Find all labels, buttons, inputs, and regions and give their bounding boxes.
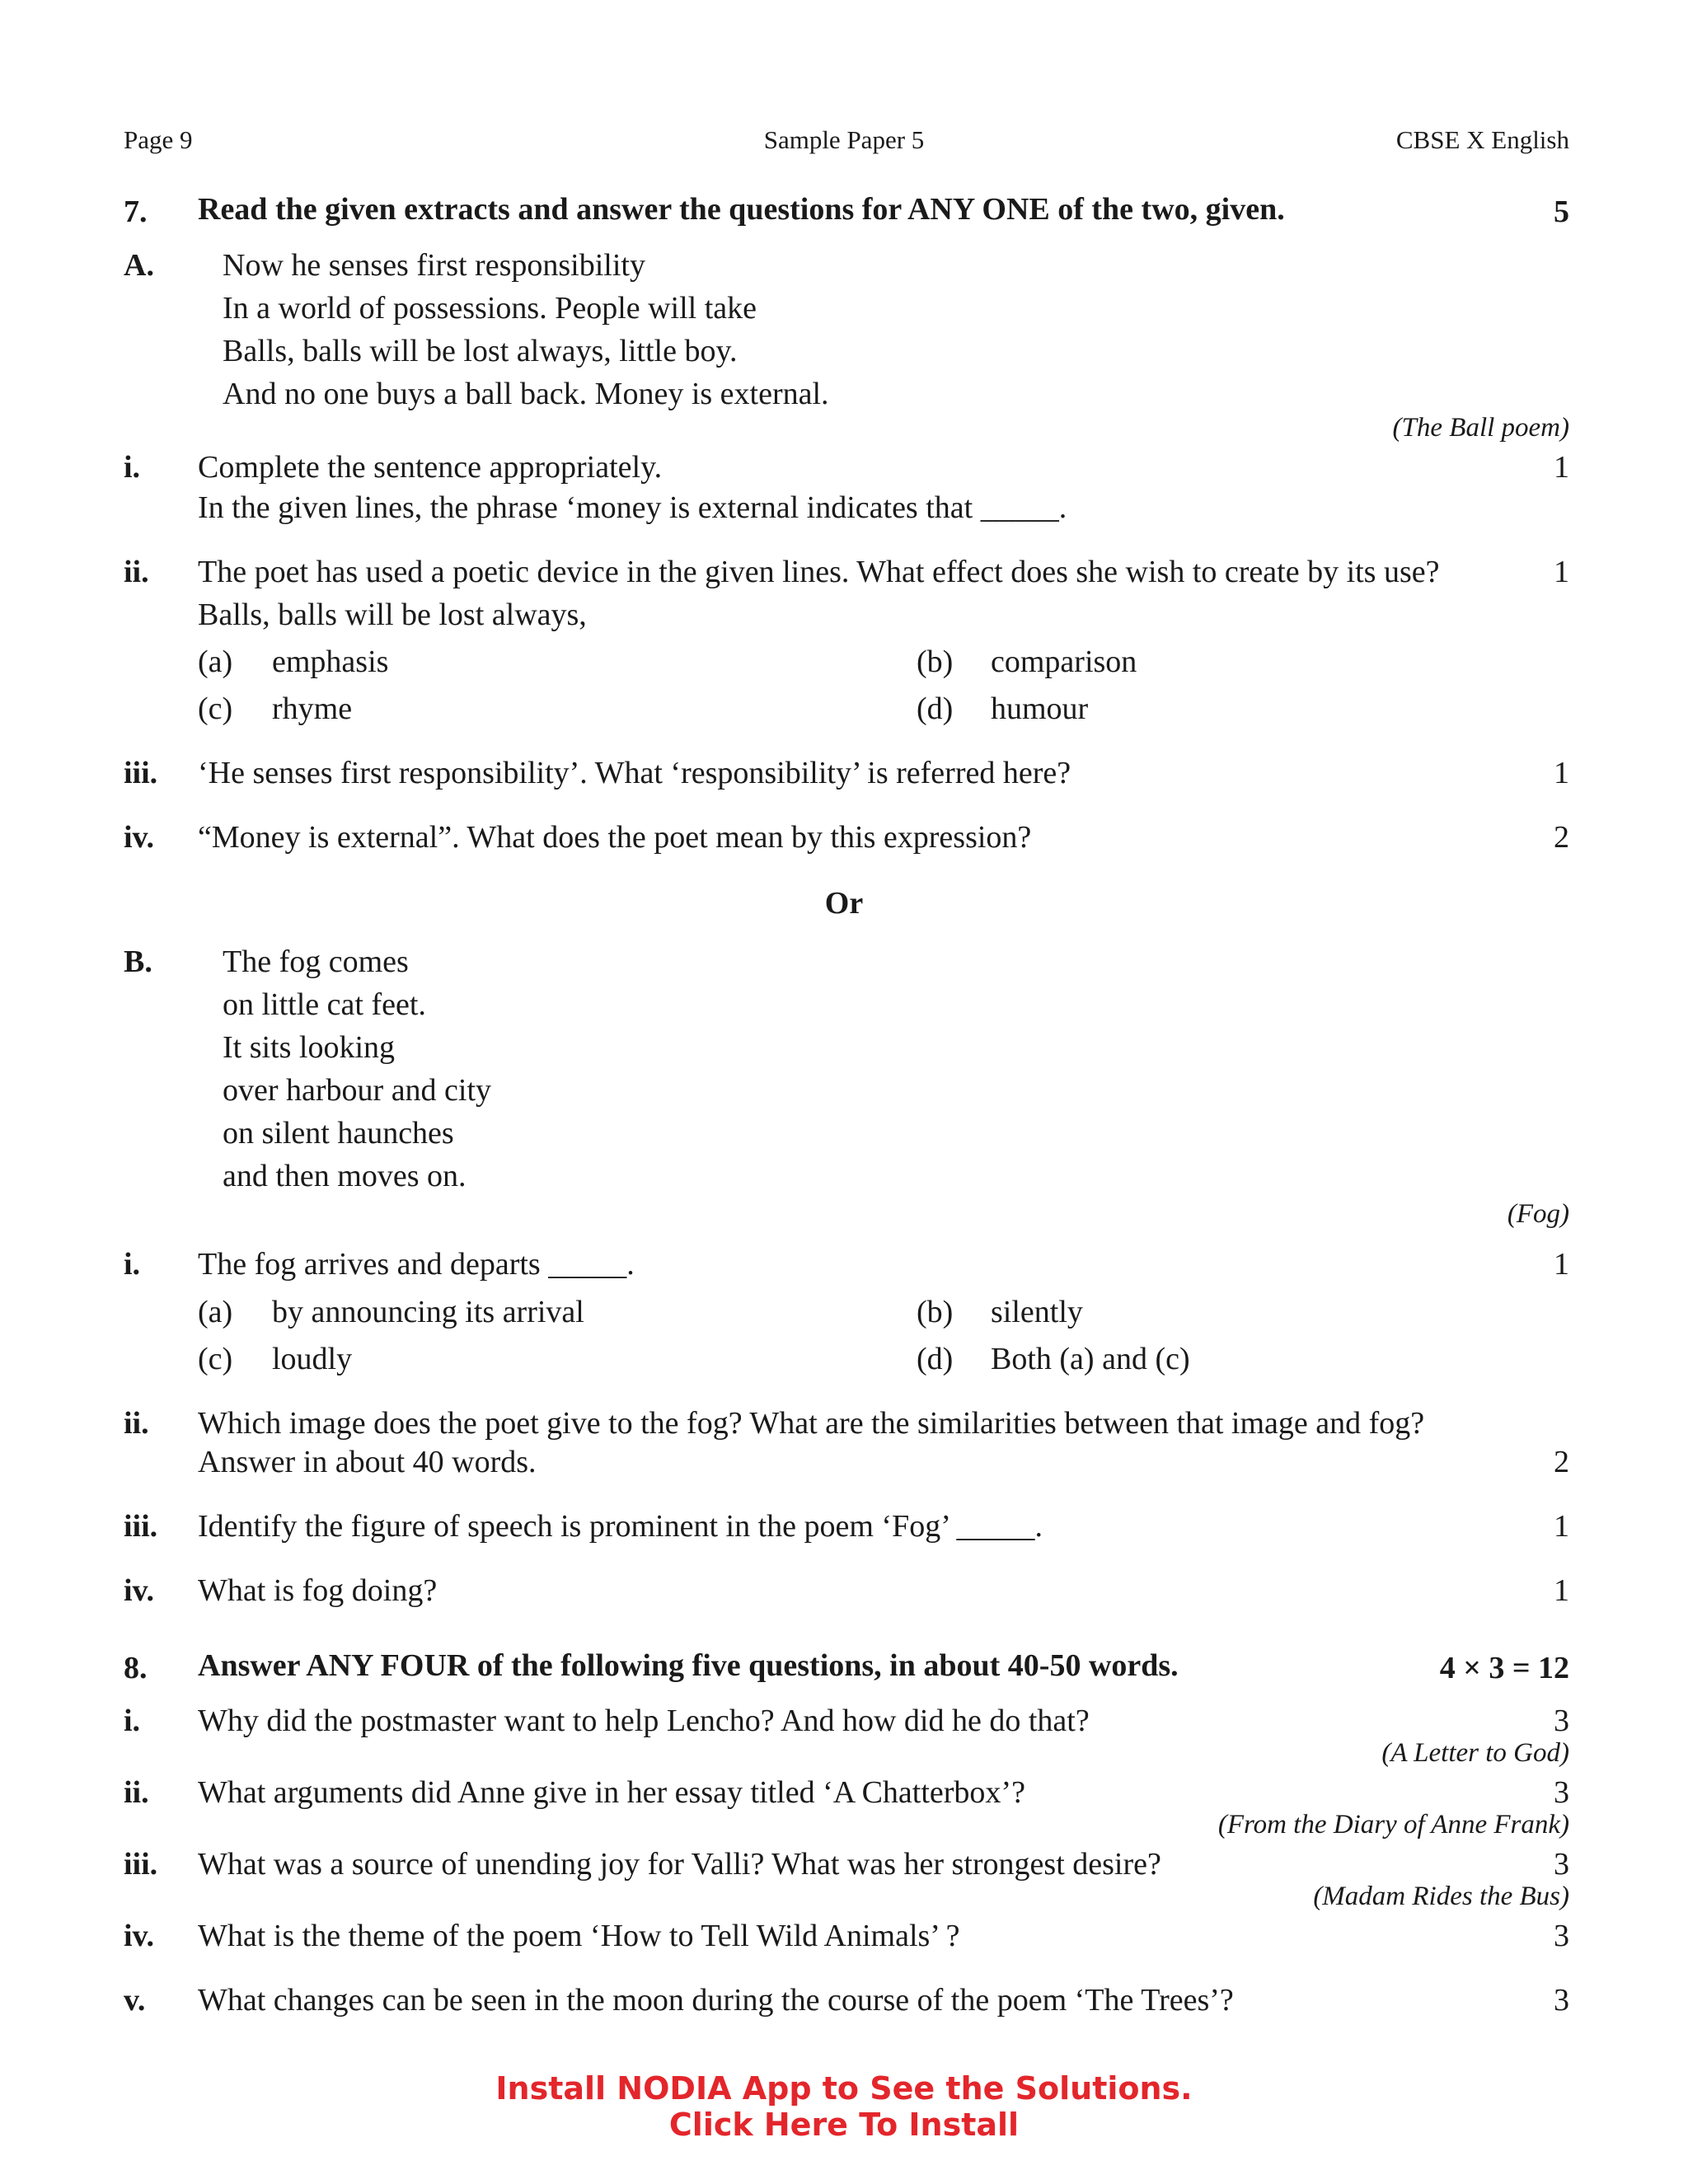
subquestion-marks: 1 — [1554, 1247, 1569, 1282]
paper-title: Sample Paper 5 — [763, 125, 925, 154]
subquestion-number: i. — [124, 450, 141, 485]
subquestion-text: Balls, balls will be lost always, — [198, 598, 587, 632]
extract-label: A. — [124, 248, 154, 283]
subquestion-marks: 1 — [1554, 450, 1569, 485]
question-number: 7. — [124, 194, 148, 229]
poem-line: It sits looking — [223, 1030, 396, 1065]
question-instruction: Answer ANY FOUR of the following five questions, in about 40-50 words. — [198, 1648, 1179, 1683]
option-label: (b) — [917, 644, 954, 679]
poem-line: over harbour and city — [223, 1073, 492, 1108]
subquestion-marks: 1 — [1554, 1509, 1569, 1544]
subquestion-text: Identify the figure of speech is prominent in the poem ‘Fog’ _____. — [198, 1509, 1043, 1544]
option-label: (c) — [198, 691, 233, 726]
subquestion-marks: 2 — [1554, 1445, 1569, 1479]
subquestion-marks: 3 — [1554, 1847, 1569, 1882]
poem-line: on little cat feet. — [223, 987, 426, 1022]
subquestion-text: What is the theme of the poem ‘How to Tell Wild Animals’ ? — [198, 1919, 960, 1953]
poem-line: And no one buys a ball back. Money is external. — [223, 377, 829, 411]
subquestion-marks: 1 — [1554, 555, 1569, 589]
subquestion-text: “Money is external”. What does the poet mean by this expression? — [198, 820, 1032, 855]
subquestion-marks: 2 — [1554, 820, 1569, 855]
subquestion-marks: 3 — [1554, 1919, 1569, 1953]
option-text: by announcing its arrival — [272, 1295, 584, 1329]
question-source: (A Letter to God) — [1381, 1738, 1569, 1768]
subquestion-number: iii. — [124, 1509, 158, 1544]
option-text: silently — [991, 1295, 1083, 1329]
question-number: 8. — [124, 1651, 148, 1685]
question-instruction: Read the given extracts and answer the questions for ANY ONE of the two, given. — [198, 192, 1285, 227]
subject-title: CBSE X English — [1395, 125, 1569, 154]
subquestion-number: ii. — [124, 1406, 149, 1441]
subquestion-text: Which image does the poet give to the fog? What are the similarities between that image and fog? — [198, 1406, 1425, 1441]
subquestion-text: What was a source of unending joy for Valli? What was her strongest desire? — [198, 1847, 1161, 1882]
question-source: (From the Diary of Anne Frank) — [1217, 1810, 1569, 1840]
poem-line: In a world of possessions. People will take — [223, 291, 757, 326]
extract-label: B. — [124, 944, 152, 979]
poem-line: Balls, balls will be lost always, little boy. — [223, 334, 738, 368]
subquestion-marks: 1 — [1554, 1573, 1569, 1608]
option-label: (b) — [917, 1295, 954, 1329]
subquestion-number: i. — [124, 1704, 141, 1738]
poem-line: Now he senses first responsibility — [223, 248, 645, 283]
subquestion-text: What arguments did Anne give in her essay titled ‘A Chatterbox’? — [198, 1775, 1025, 1810]
subquestion-text: ‘He senses first responsibility’. What ‘responsibility’ is referred here? — [198, 756, 1071, 790]
click-to-install-link[interactable]: Click Here To Install — [668, 2107, 1020, 2143]
option-text: Both (a) and (c) — [991, 1342, 1190, 1376]
install-app-link[interactable]: Install NODIA App to See the Solutions. — [495, 2070, 1193, 2107]
option-text: comparison — [991, 644, 1137, 679]
subquestion-text: What changes can be seen in the moon during the course of the poem ‘The Trees’? — [198, 1983, 1234, 2018]
option-text: humour — [991, 691, 1089, 726]
poem-line: on silent haunches — [223, 1116, 454, 1151]
subquestion-marks: 1 — [1554, 756, 1569, 790]
subquestion-text: The fog arrives and departs _____. — [198, 1247, 635, 1282]
question-marks: 4 × 3 = 12 — [1439, 1651, 1569, 1685]
page-number: Page 9 — [124, 125, 193, 154]
subquestion-number: iii. — [124, 756, 158, 790]
subquestion-number: ii. — [124, 1775, 149, 1810]
subquestion-text: Why did the postmaster want to help Lencho? And how did he do that? — [198, 1704, 1090, 1738]
subquestion-text: Complete the sentence appropriately. — [198, 450, 663, 485]
subquestion-number: ii. — [124, 555, 149, 589]
subquestion-text: The poet has used a poetic device in the given lines. What effect does she wish to create by its use? — [198, 555, 1440, 589]
poem-line: The fog comes — [223, 944, 409, 979]
subquestion-number: iv. — [124, 1573, 154, 1608]
option-label: (a) — [198, 1295, 233, 1329]
option-text: loudly — [272, 1342, 353, 1376]
option-label: (a) — [198, 644, 233, 679]
subquestion-number: v. — [124, 1983, 146, 2018]
question-marks: 5 — [1554, 194, 1569, 229]
option-text: rhyme — [272, 691, 353, 726]
subquestion-text: What is fog doing? — [198, 1573, 438, 1608]
extract-source: (The Ball poem) — [1392, 413, 1569, 443]
subquestion-text: In the given lines, the phrase ‘money is external indicates that _____. — [198, 490, 1067, 525]
subquestion-number: iv. — [124, 820, 154, 855]
question-source: (Madam Rides the Bus) — [1313, 1882, 1569, 1911]
or-separator: Or — [824, 886, 864, 921]
poem-line: and then moves on. — [223, 1159, 467, 1193]
extract-source: (Fog) — [1507, 1199, 1569, 1229]
subquestion-number: iii. — [124, 1847, 158, 1882]
option-text: emphasis — [272, 644, 389, 679]
subquestion-marks: 3 — [1554, 1983, 1569, 2018]
option-label: (d) — [917, 1342, 954, 1376]
option-label: (d) — [917, 691, 954, 726]
option-label: (c) — [198, 1342, 233, 1376]
subquestion-number: i. — [124, 1247, 141, 1282]
subquestion-text: Answer in about 40 words. — [198, 1445, 537, 1479]
subquestion-number: iv. — [124, 1919, 154, 1953]
subquestion-marks: 3 — [1554, 1704, 1569, 1738]
subquestion-marks: 3 — [1554, 1775, 1569, 1810]
